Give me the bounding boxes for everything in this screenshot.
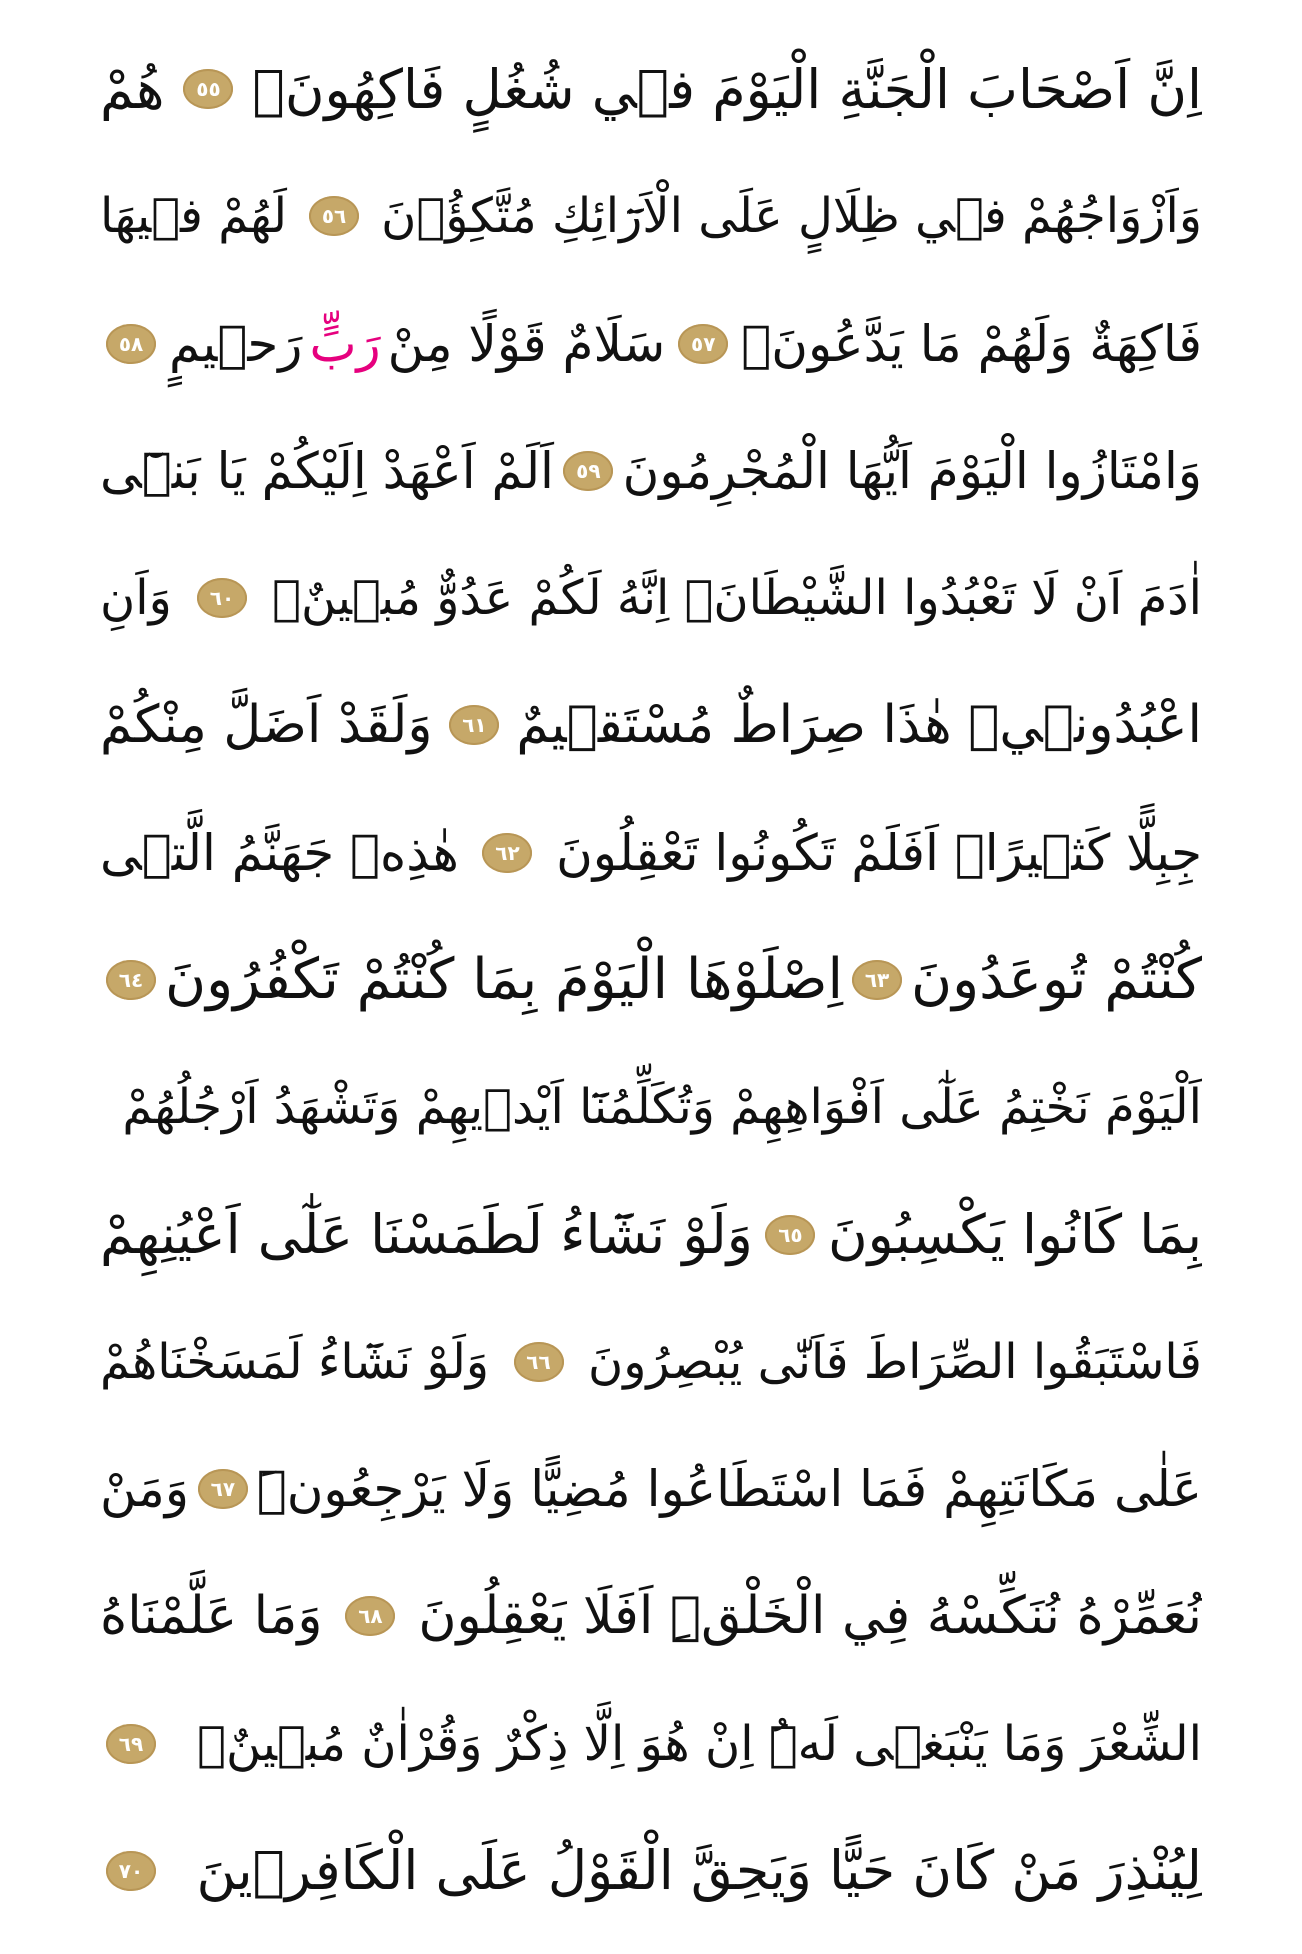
ayah-number-marker: ٥٩ [563,451,613,491]
ayah-number-marker: ٦٠ [197,578,247,618]
text-line [100,666,1202,784]
ayah-number-marker: ٧٠ [106,1851,156,1891]
ayah-number-marker: ٦٩ [106,1724,156,1764]
verse-text: وَلَوْ نَشَٓاءُ لَمَسَخْنَاهُمْ [100,1333,490,1390]
verse-text: بِمَا كَانُوا يَكْسِبُونَ [828,1203,1202,1267]
verse-text: اَلْيَوْمَ نَخْتِمُ عَلٰٓى اَفْوَاهِهِمْ وَتُكَلِّمُنَٓا اَيْدٖيهِمْ وَتَشْهَدُ اَرْجُلُهُمْ [122,1079,1202,1136]
text-line [100,539,1202,657]
text-line [100,1430,1202,1548]
verse-text: هُمْ [100,57,165,121]
text-line [100,30,1202,148]
verse-text: جِبِلًّا كَثٖيرًاۜ اَفَلَمْ تَكُونُوا تَعْقِلُونَ [556,823,1202,882]
ayah-number-marker: ٦٤ [106,960,156,1000]
ayah-number-marker: ٥٦ [309,196,359,236]
text-line [100,1048,1202,1166]
ayah-number-marker: ٦٣ [852,960,902,1000]
ayah-number-marker: ٥٥ [183,69,233,109]
verse-text: وَامْتَازُوا الْيَوْمَ اَيُّهَا الْمُجْرِمُونَ [622,441,1202,500]
verse-text: اٰدَمَ اَنْ لَا تَعْبُدُوا الشَّيْطَانَۚ اِنَّهُ لَكُمْ عَدُوٌّ مُبٖينٌۙ [272,570,1202,627]
text-line [100,1303,1202,1421]
verse-text: كُنْتُمْ تُوعَدُونَ [910,947,1202,1013]
ayah-number-marker: ٦١ [449,705,499,745]
verse-text: اعْبُدُونٖيۜ هٰذَا صِرَاطٌ مُسْتَقٖيمٌ [516,695,1202,756]
verse-text: لِيُنْذِرَ مَنْ كَانَ حَيًّا وَيَحِقَّ الْقَوْلُ عَلَى الْكَافِرٖينَ [196,1839,1202,1903]
text-line [100,921,1202,1039]
ayah-number-marker: ٦٧ [198,1469,248,1509]
verse-text: عَلٰى مَكَانَتِهِمْ فَمَا اسْتَطَاعُوا مُضِيًّا وَلَا يَرْجِعُونَۜ [256,1460,1202,1519]
ayah-number-marker: ٥٧ [678,324,728,364]
text-line [100,794,1202,912]
text-line [100,1685,1202,1803]
verse-text: وَمَنْ [100,1460,189,1519]
verse-text: وَلَوْ نَشَٓاءُ لَطَمَسْنَا عَلٰٓى اَعْيُنِهِمْ [100,1203,753,1267]
text-line [100,285,1202,403]
verse-text: اِنَّ اَصْحَابَ الْجَنَّةِ الْيَوْمَ فٖي شُغُلٍ فَاكِهُونَۚ [252,57,1202,121]
verse-text: لَهُمْ فٖيهَا [100,188,287,245]
text-line [100,1812,1202,1930]
quran-text-block [100,30,1202,1930]
verse-text: هٰذِهٖ جَهَنَّمُ الَّتٖى [100,823,459,882]
text-line [100,1557,1202,1675]
ayah-number-marker: ٦٥ [765,1215,815,1255]
verse-text: فَاكِهَةٌ وَلَهُمْ مَا يَدَّعُونَۚ [741,314,1202,373]
verse-text: الشِّعْرَ وَمَا يَنْبَغٖى لَهُۜ اِنْ هُوَ اِلَّا ذِكْرٌ وَقُرْاٰنٌ مُبٖينٌۙ [197,1715,1202,1772]
ayah-number-marker: ٦٨ [345,1596,395,1636]
text-line [100,157,1202,275]
verse-text: اِصْلَوْهَا الْيَوْمَ بِمَا كُنْتُمْ تَكْفُرُونَ [164,947,844,1013]
ayah-number-marker: ٦٢ [482,833,532,873]
verse-text: فَاسْتَبَقُوا الصِّرَاطَ فَاَنّٰى يُبْصِرُونَ [587,1333,1202,1390]
ayah-number-marker: ٥٨ [106,324,156,364]
highlighted-word: رَبٍّ [309,314,381,373]
verse-text: وَاَنِ [100,570,172,627]
verse-text: وَمَا عَلَّمْنَاهُ [100,1586,323,1647]
verse-text: سَلَامٌ قَوْلًا مِنْ [387,314,666,373]
ayah-number-marker: ٦٦ [514,1342,564,1382]
verse-text: وَلَقَدْ اَضَلَّ مِنْكُمْ [100,695,433,756]
verse-text: وَاَزْوَاجُهُمْ فٖي ظِلَالٍ عَلَى الْاَرَٓائِكِ مُتَّكِؤُ۫نَ [381,188,1202,245]
verse-text: رَحٖيمٍ [169,314,303,373]
text-line [100,412,1202,530]
verse-text: نُعَمِّرْهُ نُنَكِّسْهُ فِي الْخَلْقِۜ اَفَلَا يَعْقِلُونَ [418,1586,1202,1647]
verse-text: اَلَمْ اَعْهَدْ اِلَيْكُمْ يَا بَنٖٓى [100,441,554,500]
text-line [100,1176,1202,1294]
